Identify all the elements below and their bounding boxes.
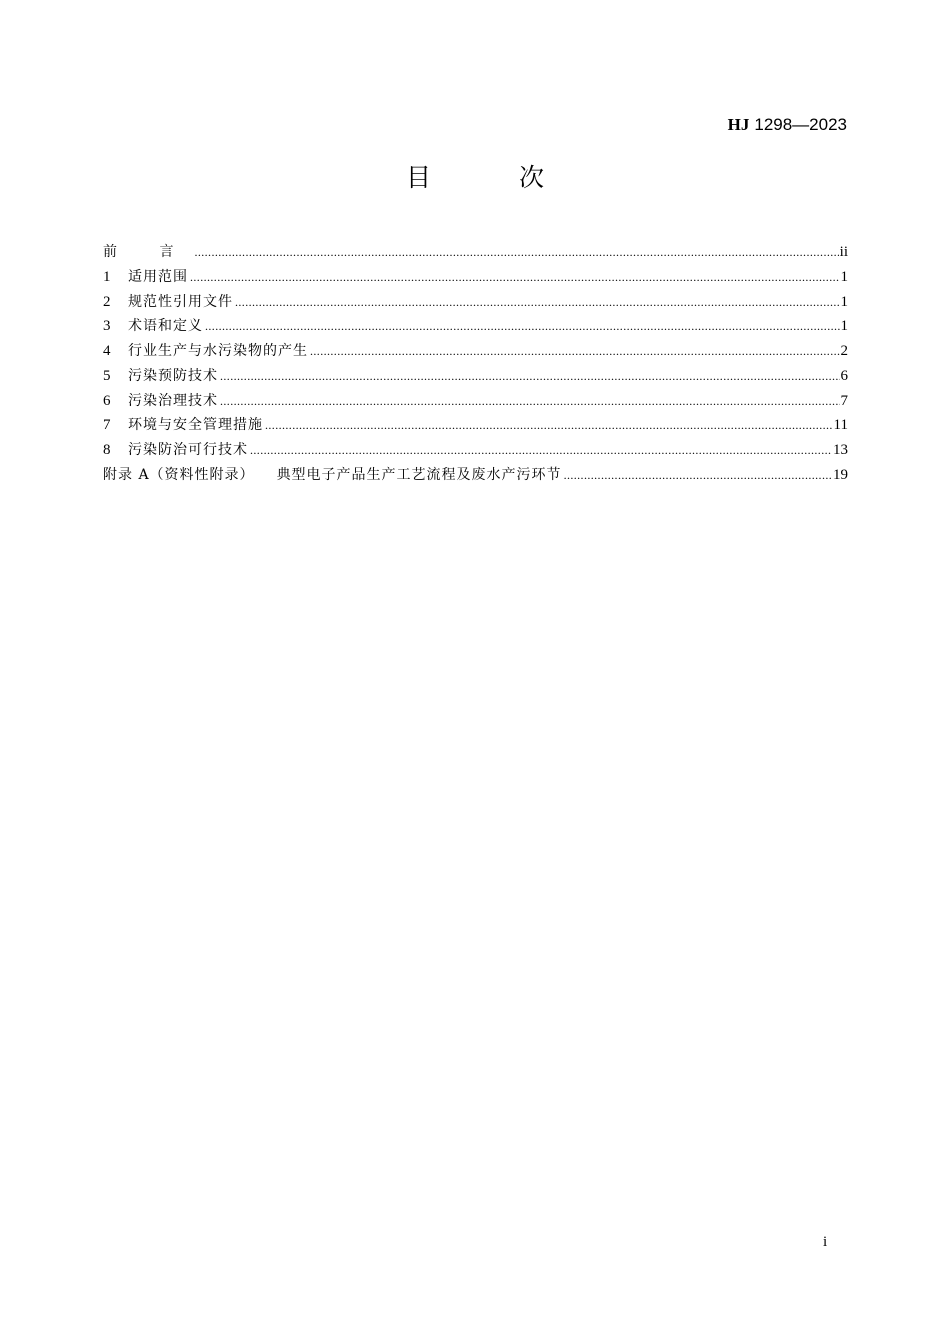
toc-entry-7[interactable]	[103, 413, 848, 438]
toc-entry-number: 5	[103, 367, 111, 384]
toc-entry-label: 污染防治可行技术	[128, 442, 248, 458]
toc-entry-page: 1	[840, 293, 848, 310]
toc-entry-label	[103, 463, 562, 488]
standard-prefix: HJ	[727, 115, 750, 134]
toc-leader-dots	[194, 240, 838, 265]
page-title: 目 次	[406, 163, 584, 192]
toc-entry-number: 4	[103, 343, 111, 359]
toc-leader-dots	[205, 314, 840, 339]
toc-leader-dots	[235, 290, 840, 315]
toc-leader-dots	[310, 339, 840, 364]
toc-entry-label: 行业生产与水污染物的产生	[128, 343, 308, 359]
appendix-name: 典型电子产品生产工艺流程及废水产污环节	[276, 466, 562, 483]
toc-entry-6[interactable]	[103, 389, 848, 414]
toc-entry-number: 6	[103, 392, 111, 409]
page-number: i	[823, 1234, 828, 1250]
toc-entry-label: 前 言	[103, 244, 193, 260]
toc-entry-1[interactable]	[103, 265, 848, 290]
toc-entry-page: ii	[839, 244, 848, 260]
toc-entry-2[interactable]	[103, 290, 848, 315]
toc-entry-page: 7	[840, 392, 848, 409]
toc-entry-number: 2	[103, 293, 111, 310]
toc-entry-page: 1	[840, 318, 848, 335]
toc-entry-page: 1	[840, 268, 848, 285]
toc-leader-dots	[190, 265, 840, 290]
toc-entry-label: 规范性引用文件	[128, 293, 233, 310]
toc-entry-label: 术语和定义	[128, 318, 203, 335]
toc-leader-dots	[564, 463, 832, 488]
toc-entry-label: 环境与安全管理措施	[128, 417, 263, 434]
toc-entry-number: 7	[103, 417, 111, 434]
toc-entry-label: 适用范围	[128, 268, 188, 285]
standard-number: 1298—2023	[754, 115, 847, 134]
toc-entry-5[interactable]	[103, 364, 848, 389]
toc-entry-appendix-a[interactable]	[103, 463, 848, 488]
toc-entry-number: 3	[103, 318, 111, 335]
toc-entry-page: 11	[833, 417, 848, 434]
toc-entry-page: 2	[840, 343, 848, 359]
toc-leader-dots	[250, 438, 832, 463]
toc-leader-dots	[265, 413, 833, 438]
toc-entry-label: 污染预防技术	[128, 367, 218, 384]
toc-entry-number: 1	[103, 268, 111, 285]
toc-entry-page: 13	[833, 442, 848, 458]
toc-entry-number: 8	[103, 442, 111, 458]
table-of-contents	[103, 240, 848, 488]
toc-entry-label: 污染治理技术	[128, 392, 218, 409]
toc-entry-3[interactable]	[103, 314, 848, 339]
toc-entry-4[interactable]	[103, 339, 848, 364]
toc-leader-dots	[220, 389, 840, 414]
toc-entry-page: 19	[833, 466, 848, 483]
standard-code	[728, 115, 847, 135]
toc-entry-8[interactable]	[103, 438, 848, 463]
appendix-prefix: 附录 A（资料性附录）	[103, 466, 255, 483]
toc-entry-foreword[interactable]	[103, 240, 848, 265]
toc-entry-page: 6	[840, 367, 848, 384]
toc-leader-dots	[220, 364, 840, 389]
